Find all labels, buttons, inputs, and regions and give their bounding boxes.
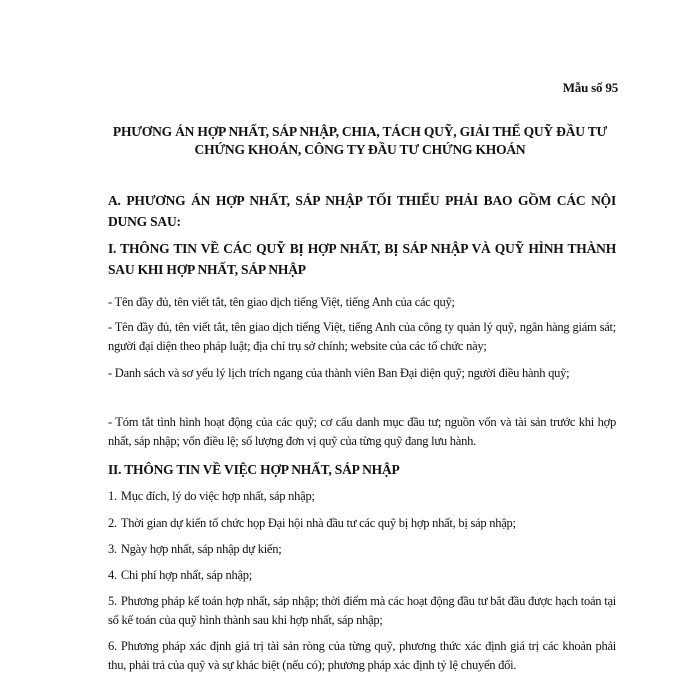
- item-number: 4.: [108, 568, 117, 582]
- item-number: 2.: [108, 516, 117, 530]
- bullet-item: - Tên đầy đủ, tên viết tắt, tên giao dịch tiếng Việt, tiếng Anh của các quỹ;: [108, 295, 455, 309]
- item-number: 5.: [108, 594, 117, 608]
- section-a-heading: A. PHƯƠNG ÁN HỢP NHẤT, SÁP NHẬP TỐI THIỂU PHẢI BAO GỒM CÁC NỘI DUNG SAU:: [108, 193, 616, 229]
- title-line-2: CHỨNG KHOÁN, CÔNG TY ĐẦU TƯ CHỨNG KHOÁN: [194, 142, 526, 157]
- item-text: Ngày hợp nhất, sáp nhập dự kiến;: [120, 542, 282, 556]
- form-number: Mẫu số 95: [562, 80, 618, 95]
- item-text: Chi phí hợp nhất, sáp nhập;: [120, 568, 252, 582]
- bullet-item: - Tóm tắt tình hình hoạt động của các quỹ; cơ cấu danh mục đầu tư; nguồn vốn và tài sản trước khi hợp nhất, sáp nhập; vốn điều lệ; số lượng đơn vị quỹ của từng quỹ đang lưu hành.: [108, 415, 616, 448]
- item-text: Mục đích, lý do việc hợp nhất, sáp nhập;: [120, 489, 315, 503]
- item-text: Thời gian dự kiến tổ chức họp Đại hội nhà đầu tư các quỹ bị hợp nhất, bị sáp nhập;: [120, 516, 516, 530]
- numbered-item: [108, 566, 616, 585]
- item-number: 1.: [108, 489, 117, 503]
- bullet-item: - Danh sách và sơ yếu lý lịch trích ngang của thành viên Ban Đại diện quỹ; người điều hành quỹ;: [108, 366, 570, 380]
- item-text: Phương pháp kế toán hợp nhất, sáp nhập; thời điểm mà các hoạt động đầu tư bắt đầu được hạch toán tại sổ kế toán của quỹ hình thành sau khi hợp nhất, sáp nhập;: [108, 594, 616, 627]
- section-2-heading: II. THÔNG TIN VỀ VIỆC HỢP NHẤT, SÁP NHẬP: [108, 462, 400, 477]
- section-1-heading: I. THÔNG TIN VỀ CÁC QUỸ BỊ HỢP NHẤT, BỊ SÁP NHẬP VÀ QUỸ HÌNH THÀNH SAU KHI HỢP NHẤT, SÁP NHẬP: [108, 241, 616, 277]
- item-text: Phương pháp xác định giá trị tài sản ròng của từng quỹ, phương thức xác định giá trị các khoản phải thu, phải trả của quỹ và sự khác biệt (nếu có); phương pháp xác định tỷ lệ chuyển đổi.: [108, 639, 616, 672]
- numbered-item: [108, 540, 616, 559]
- item-number: 6.: [108, 639, 117, 653]
- bullet-item: - Tên đầy đủ, tên viết tắt, tên giao dịch tiếng Việt, tiếng Anh của công ty quản lý quỹ, ngân hàng giám sát; người đại diện theo pháp luật; địa chỉ trụ sở chính; website của các tổ chức này;: [108, 320, 616, 353]
- title-line-1: PHƯƠNG ÁN HỢP NHẤT, SÁP NHẬP, CHIA, TÁCH QUỸ, GIẢI THỂ QUỸ ĐẦU TƯ: [112, 124, 608, 139]
- numbered-item: [108, 592, 616, 630]
- numbered-item: [108, 487, 616, 506]
- numbered-item: [108, 637, 616, 675]
- document-title: [60, 123, 660, 159]
- numbered-item: [108, 514, 616, 533]
- item-number: 3.: [108, 542, 117, 556]
